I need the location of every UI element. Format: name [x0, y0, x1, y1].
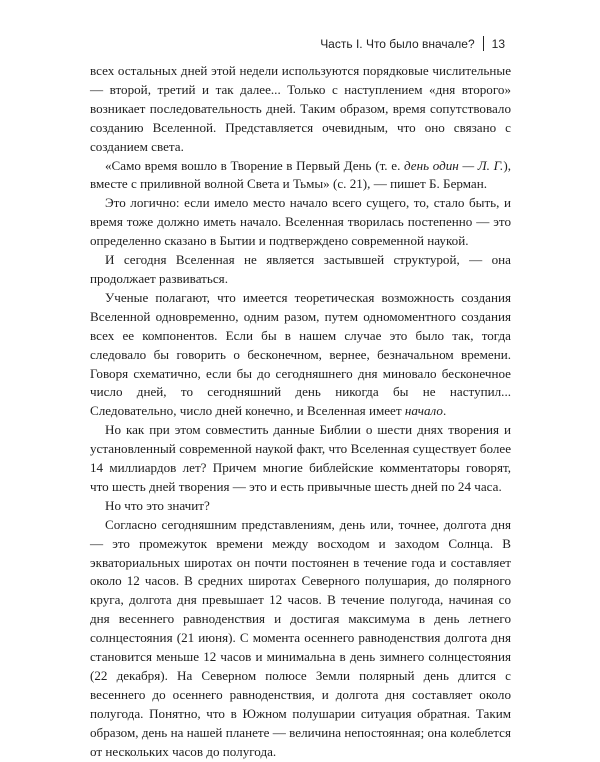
paragraph — [90, 497, 511, 516]
italic-text: начало — [404, 403, 443, 419]
text-run: Это логично: если имело место начало всего сущего, то, стало быть, и время тоже должно иметь начало. Вселенная творилась постепенно — это определенно сказано в Бытии и подтверждено современной наукой. — [90, 195, 511, 249]
paragraph — [90, 516, 511, 762]
body-text — [90, 62, 511, 762]
text-run: Но что это значит? — [105, 497, 210, 513]
text-run: ), вместе с приливной волной Света и Тьмы» (с. 21), — пишет Б. Берман. — [90, 157, 511, 192]
text-run: Но как при этом совместить данные Библии о шести днях творения и установленный современной наукой факт, что Вселенная существует более 14 миллиардов лет? Причем многие библейские комментаторы говорят, что шесть дней творения — это и есть привычные шесть дней по 24 часа. — [90, 422, 511, 494]
paragraph — [90, 194, 511, 251]
text-run: «Само время вошло в Творение в Первый День (т. е. — [105, 157, 405, 173]
text-run: всех остальных дней этой недели используются порядковые числительные — второй, третий и так далее... Только с наступлением «дня второго» возникает последовательность дней. Таким образом, время сопутствовало созданию Вселенной. Представляется очевидным, что оно связано с созданием света. — [90, 63, 511, 154]
page-number: 13 — [491, 36, 505, 51]
text-run: . — [442, 403, 447, 419]
paragraph — [90, 157, 511, 195]
running-header — [320, 36, 505, 51]
text-run: Ученые полагают, что имеется теоретическая возможность создания Вселенной одновременно, одним разом, путем одномоментного создания всех ее компонентов. Если бы в нашем случае это было так, тогда следовало бы говорить о бесконечном, вернее, безначальном времени. Говоря схематично, если бы до сегодняшнего дня миновало бесконечное число дней, то сегодняшний день никогда бы не наступил... Следовательно, число дней конечно, и Вселенная имеет — [90, 289, 511, 419]
header-divider — [483, 36, 484, 51]
paragraph — [90, 62, 511, 157]
italic-text: день один — Л. Г. — [404, 157, 504, 173]
paragraph — [90, 251, 511, 289]
paragraph — [90, 421, 511, 497]
paragraph — [90, 289, 511, 421]
part-title: Часть I. Что было вначале? — [320, 36, 475, 51]
text-run: И сегодня Вселенная не является застывшей структурой, — она продолжает развиваться. — [90, 252, 511, 286]
text-run: Согласно сегодняшним представлениям, день или, точнее, долгота дня — это промежуток времени между восходом и заходом Солнца. В экваториальных широтах он почти постоянен в течение года и составляет около 12 часов. В средних широтах Северного полушария, до полярного круга, долгота дня превышает 12 часов. В течение полугода, начиная со дня весеннего равноденствия и достигая максимума в день летнего солнцестояния (21 июня). С момента осеннего равноденствия долгота дня становится меньше 12 часов и минимальна в день зимнего солнцестояния (22 декабря). На Северном полюсе Земли полярный день длится с весеннего до осеннего равноденствия, и долгота дня составляет около полугода. Понятно, что в Южном полушарии ситуация обратная. Таким образом, день на нашей планете — величина непостоянная; она колеблется от нескольких часов до полугода. — [90, 516, 511, 759]
